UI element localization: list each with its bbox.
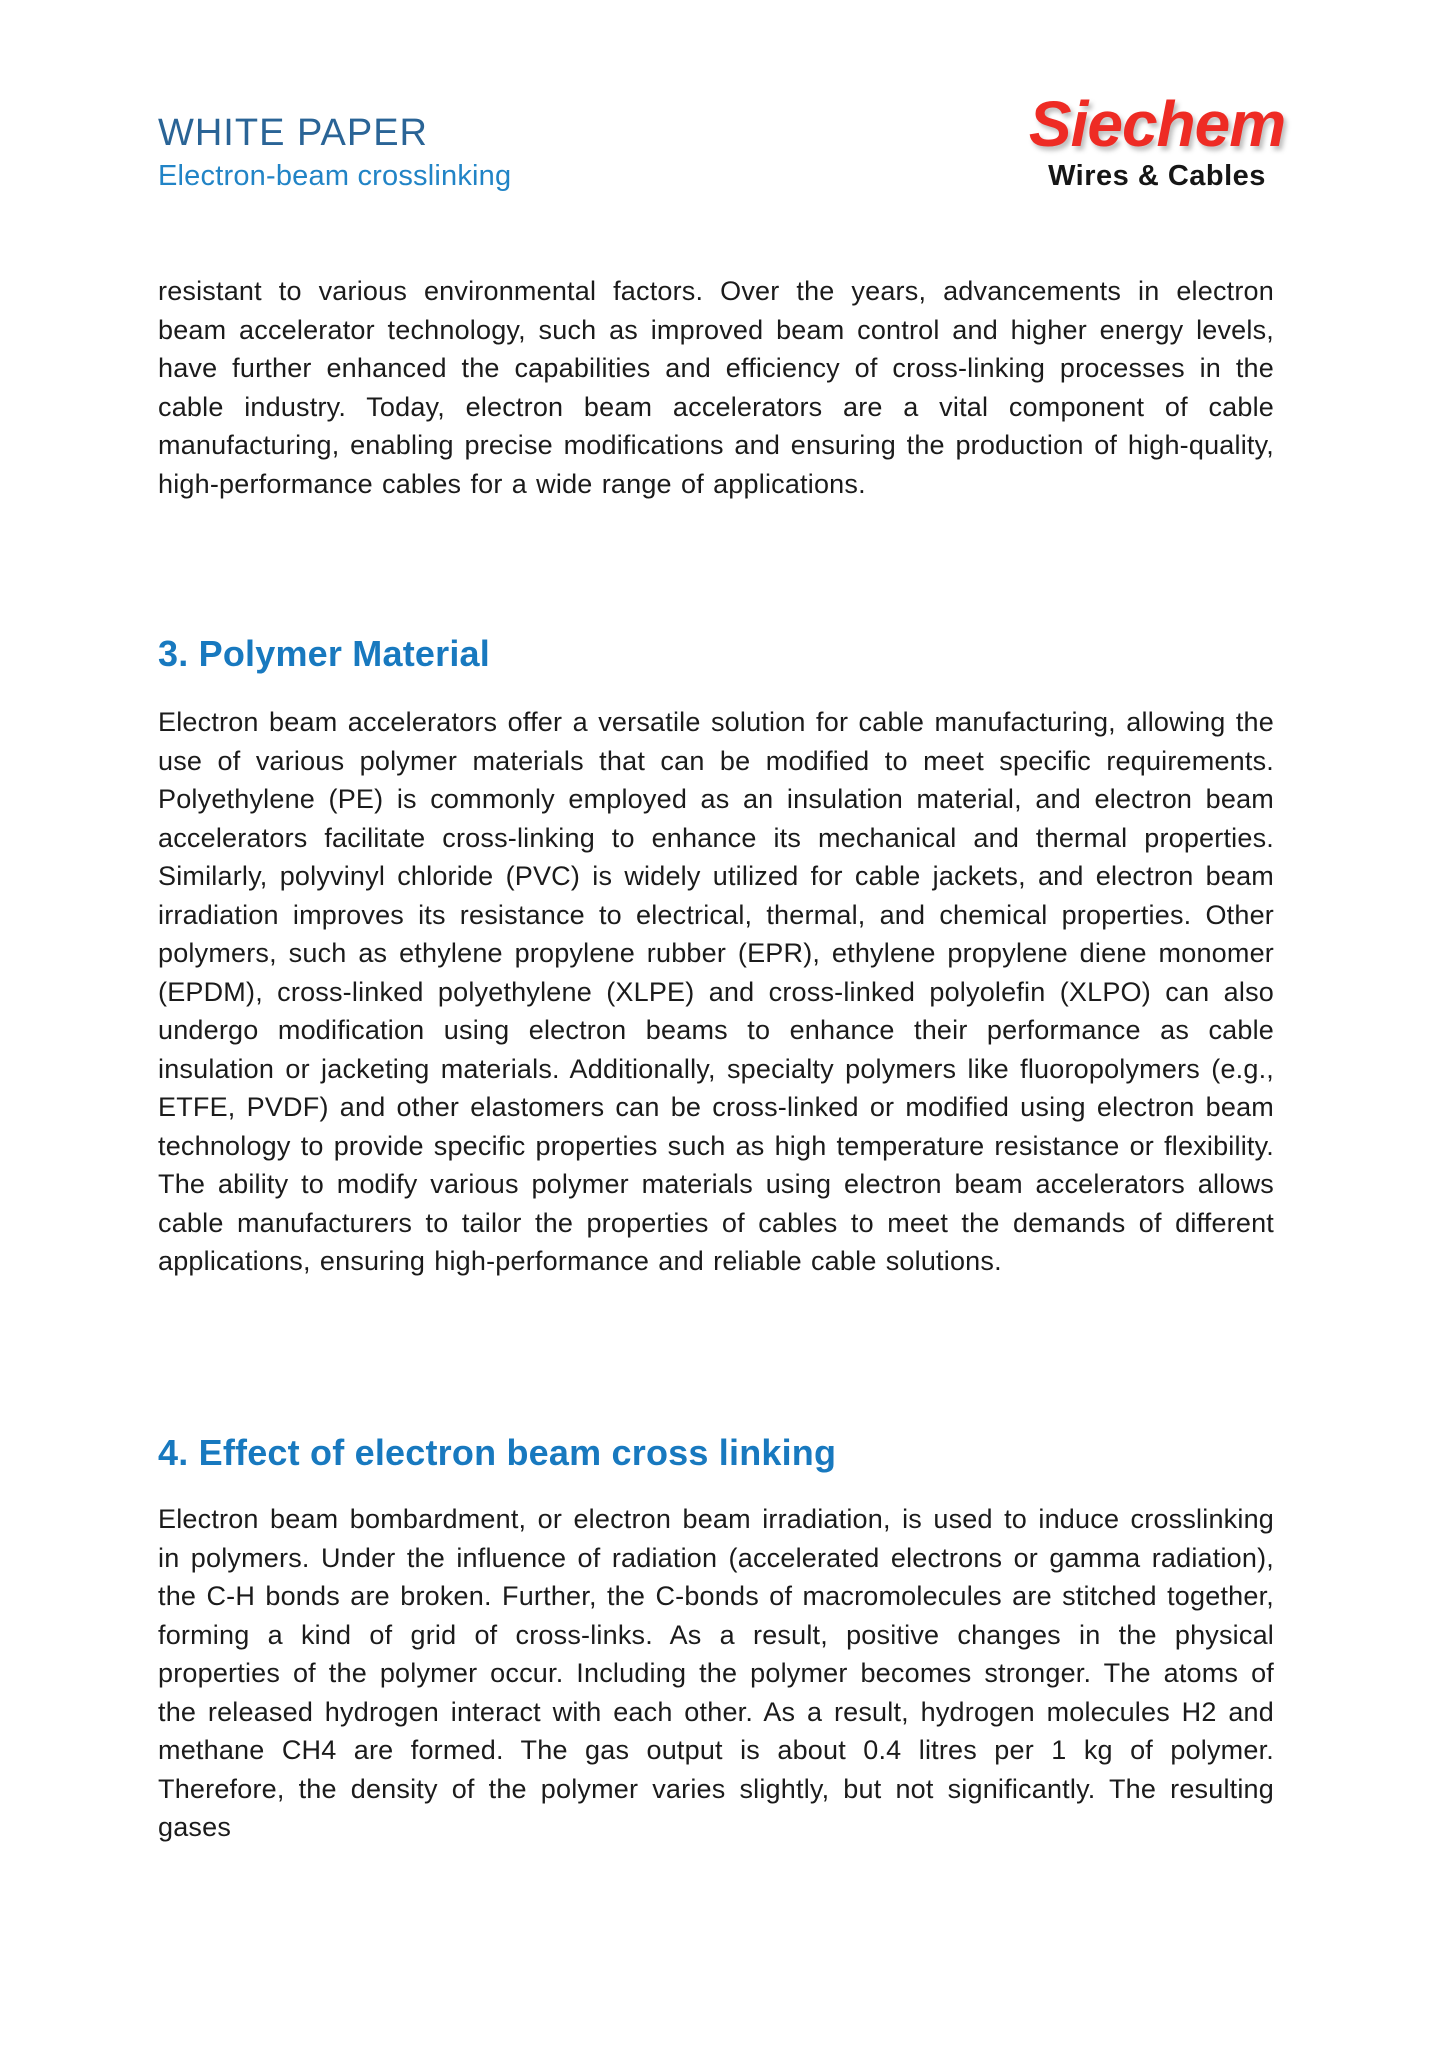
page-title: WHITE PAPER: [158, 112, 428, 154]
intro-paragraph: resistant to various environmental factors. Over the years, advancements in electron beam accelerator technology, such as improved beam control and higher energy levels, have further enhanced the capabilities and efficiency of cross-linking processes in the cable industry. Today, electron beam accelerators are a vital component of cable manufacturing, enabling precise modifications and ensuring the production of high-quality, high-performance cables for a wide range of applications.: [158, 276, 1274, 499]
section-heading-polymer-material: 3. Polymer Material: [158, 633, 490, 674]
logo-tagline-text: Wires & Cables: [1048, 160, 1266, 192]
logo-brand-text: Siechem: [1028, 88, 1286, 160]
section-paragraph-effect-of-crosslinking: Electron beam bombardment, or electron beam irradiation, is used to induce crosslinking in polymers. Under the influence of radiation (accelerated electrons or gamma radiation), the C-H bonds are broken. Further, the C-bonds of macromolecules are stitched together, forming a kind of grid of cross-links. As a result, positive changes in the physical properties of the polymer occur. Including the polymer becomes stronger. The atoms of the released hydrogen interact with each other. As a result, hydrogen molecules H2 and methane CH4 are formed. The gas output is about 0.4 litres per 1 kg of polymer. Therefore, the density of the polymer varies slightly, but not significantly. The resulting gases: [158, 1504, 1274, 1842]
company-logo: [1002, 88, 1312, 193]
section-heading-effect-of-crosslinking: 4. Effect of electron beam cross linking: [158, 1432, 837, 1473]
section-paragraph-polymer-material: Electron beam accelerators offer a versatile solution for cable manufacturing, allowing the use of various polymer materials that can be modified to meet specific requirements. Polyethylene (PE) is commonly employed as an insulation material, and electron beam accelerators facilitate cross-linking to enhance its mechanical and thermal properties. Similarly, polyvinyl chloride (PVC) is widely utilized for cable jackets, and electron beam irradiation improves its resistance to electrical, thermal, and chemical properties. Other polymers, such as ethylene propylene rubber (EPR), ethylene propylene diene monomer (EPDM), cross-linked polyethylene (XLPE) and cross-linked polyolefin (XLPO) can also undergo modification using electron beams to enhance their performance as cable insulation or jacketing materials. Additionally, specialty polymers like fluoropolymers (e.g., ETFE, PVDF) and other elastomers can be cross-linked or modified using electron beam technology to provide specific properties such as high temperature resistance or flexibility. The ability to modify various polymer materials using electron beam accelerators allows cable manufacturers to tailor the properties of cables to meet the demands of different applications, ensuring high-performance and reliable cable solutions.: [158, 707, 1274, 1276]
page-subtitle: Electron-beam crosslinking: [158, 159, 512, 192]
header-title-block: [158, 112, 511, 193]
